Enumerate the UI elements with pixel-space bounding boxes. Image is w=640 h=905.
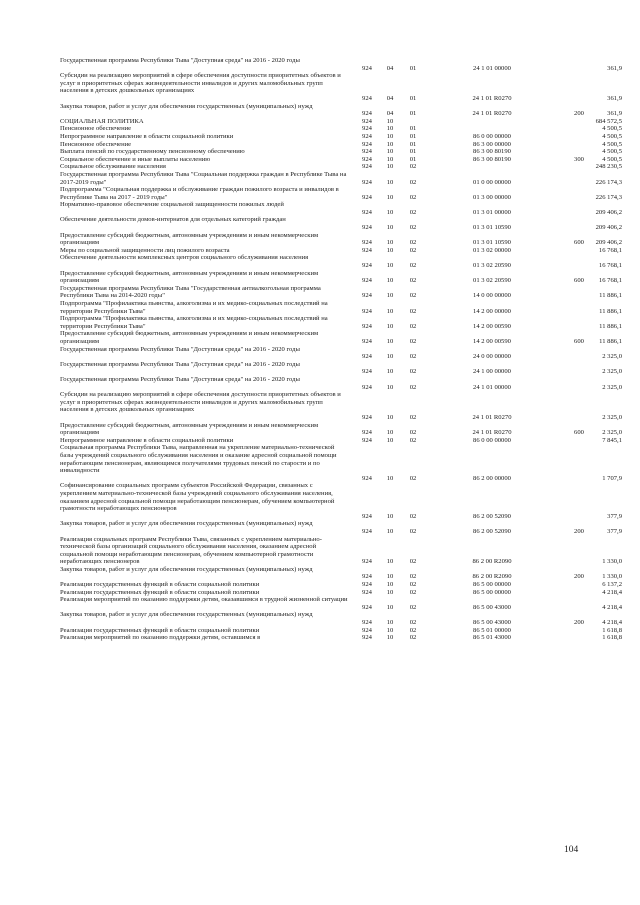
cs-cell: 01 0 00 00000 <box>473 178 511 186</box>
sum-cell: 361,9 <box>607 110 622 118</box>
row-name: СОЦИАЛЬНАЯ ПОЛИТИКА <box>60 117 144 125</box>
table-row <box>60 285 622 300</box>
cs-cell: 14 2 00 00590 <box>473 337 511 345</box>
vr-cell: 200 <box>574 527 584 535</box>
pr-cell: 02 <box>409 429 417 437</box>
cs-cell: 24 1 01 00000 <box>473 64 511 72</box>
rz-cell: 10 <box>386 626 394 634</box>
sum-cell: 4 500,5 <box>602 132 622 140</box>
sum-cell: 361,9 <box>607 64 622 72</box>
table-row <box>60 125 622 133</box>
sum-cell: 2 325,0 <box>602 429 622 437</box>
vr-cell: 600 <box>574 277 584 285</box>
sum-cell: 4 218,4 <box>602 588 622 596</box>
ved-cell: 924 <box>362 239 372 247</box>
ved-cell: 924 <box>362 117 372 125</box>
rz-cell: 04 <box>386 110 394 118</box>
row-name: Подпрограмма "Профилактика пьянства, алкоголизма и их медико-социальных последствий на территории Республики Тыва" <box>60 300 328 315</box>
rz-cell: 10 <box>386 634 394 642</box>
sum-cell: 4 500,5 <box>602 140 622 148</box>
pr-cell: 02 <box>409 353 417 361</box>
rz-cell: 10 <box>386 474 394 482</box>
table-row <box>60 627 622 635</box>
pr-cell: 02 <box>409 626 417 634</box>
row-name: Закупка товаров, работ и услуг для обеспечения государственных (муниципальных) нужд <box>60 520 313 528</box>
ved-cell: 924 <box>362 132 372 140</box>
pr-cell: 02 <box>409 474 417 482</box>
cs-cell: 86 3 00 80190 <box>473 155 511 163</box>
cs-cell: 86 2 00 00000 <box>473 474 511 482</box>
row-name: Реализация мероприятий по оказанию поддержки детям, оставшимся в <box>60 634 261 642</box>
table-row <box>60 596 622 611</box>
pr-cell: 01 <box>409 148 417 156</box>
cs-cell: 14 2 00 00000 <box>473 307 511 315</box>
pr-cell: 01 <box>409 110 417 118</box>
sum-cell: 1 330,0 <box>602 558 622 566</box>
rz-cell: 10 <box>386 163 394 171</box>
row-name: Реализация государственных функций в области социальной политики <box>60 588 260 596</box>
vr-cell: 300 <box>574 155 584 163</box>
row-name: Субсидии на реализацию мероприятий в сфере обеспечения доступности приоритетных объектов и услуг в приоритетных сферах жизнедеятельности инвалидов и других маломобильных групп населения в детских дошкольных организациях <box>60 391 341 414</box>
sum-cell: 209 406,2 <box>595 224 622 232</box>
sum-cell: 4 500,5 <box>602 155 622 163</box>
table-row <box>60 247 622 255</box>
vr-cell: 200 <box>574 619 584 627</box>
rz-cell: 10 <box>386 353 394 361</box>
ved-cell: 924 <box>362 277 372 285</box>
ved-cell: 924 <box>362 178 372 186</box>
sum-cell: 11 886,1 <box>599 292 622 300</box>
rz-cell: 04 <box>386 94 394 102</box>
table-row <box>60 315 622 330</box>
rz-cell: 10 <box>386 322 394 330</box>
ved-cell: 924 <box>362 558 372 566</box>
pr-cell: 01 <box>409 64 417 72</box>
pr-cell: 02 <box>409 383 417 391</box>
table-row <box>60 270 622 285</box>
pr-cell: 02 <box>409 208 417 216</box>
pr-cell: 02 <box>409 436 417 444</box>
pr-cell: 01 <box>409 155 417 163</box>
ved-cell: 924 <box>362 368 372 376</box>
ved-cell: 924 <box>362 353 372 361</box>
sum-cell: 4 218,4 <box>602 603 622 611</box>
row-name: Закупка товаров, работ и услуг для обеспечения государственных (муниципальных) нужд <box>60 611 313 619</box>
table-row <box>60 391 622 421</box>
vr-cell: 600 <box>574 429 584 437</box>
rz-cell: 10 <box>386 140 394 148</box>
sum-cell: 226 174,3 <box>595 178 622 186</box>
rz-cell: 10 <box>386 603 394 611</box>
cs-cell: 01 3 00 00000 <box>473 193 511 201</box>
rz-cell: 10 <box>386 148 394 156</box>
vr-cell: 600 <box>574 337 584 345</box>
row-name: Реализация мероприятий по оказанию поддержки детям, оказавшимся в трудной жизненной ситуации <box>60 596 348 604</box>
cs-cell: 14 0 00 00000 <box>473 292 511 300</box>
ved-cell: 924 <box>362 588 372 596</box>
cs-cell: 01 3 02 20590 <box>473 277 511 285</box>
cs-cell: 14 2 00 00590 <box>473 322 511 330</box>
cs-cell: 01 3 01 10590 <box>473 224 511 232</box>
table-row <box>60 300 622 315</box>
vr-cell: 600 <box>574 239 584 247</box>
ved-cell: 924 <box>362 292 372 300</box>
table-row <box>60 163 622 171</box>
cs-cell: 86 2 00 52090 <box>473 527 511 535</box>
sum-cell: 684 572,5 <box>595 117 622 125</box>
sum-cell: 16 768,1 <box>598 262 622 270</box>
table-row <box>60 141 622 149</box>
row-name: Предоставление субсидий бюджетным, автономным учреждениям и иным некоммерческим организациям <box>60 421 319 437</box>
cs-cell: 01 3 01 00000 <box>473 208 511 216</box>
row-name: Выплата пенсий по государственному пенсионному обеспечению <box>60 148 245 156</box>
sum-cell: 1 707,9 <box>602 474 622 482</box>
sum-cell: 209 406,2 <box>595 239 622 247</box>
table-row <box>60 611 622 626</box>
ved-cell: 924 <box>362 337 372 345</box>
cs-cell: 24 1 01 R0270 <box>472 94 512 102</box>
rz-cell: 04 <box>386 64 394 72</box>
row-name: Субсидии на реализацию мероприятий в сфере обеспечения доступности приоритетных объектов и услуг в приоритетных сферах жизнедеятельности инвалидов и других маломобильных групп населения в детских дошкольных организациях <box>60 72 341 95</box>
sum-cell: 4 500,5 <box>602 148 622 156</box>
sum-cell: 248 230,5 <box>595 163 622 171</box>
row-name: Реализация социальных программ Республики Тыва, связанных с укреплением материально-технической базы организаций социального обслуживания населения, оказанием адресной социальной помощи неработающим пенсионерам, обучением компьютерной грамотности неработающих пенсионеров <box>60 535 322 566</box>
sum-cell: 11 886,1 <box>599 307 622 315</box>
sum-cell: 4 218,4 <box>602 619 622 627</box>
cs-cell: 24 0 00 00000 <box>473 353 511 361</box>
ved-cell: 924 <box>362 110 372 118</box>
rz-cell: 10 <box>386 581 394 589</box>
table-row <box>60 589 622 597</box>
row-name: Государственная программа Республики Тыва "Доступная среда" на 2016 - 2020 годы <box>60 360 300 368</box>
cs-cell: 86 5 01 00000 <box>473 626 511 634</box>
rz-cell: 10 <box>386 277 394 285</box>
table-row <box>60 232 622 247</box>
ved-cell: 924 <box>362 64 372 72</box>
sum-cell: 226 174,3 <box>595 193 622 201</box>
table-row <box>60 57 622 72</box>
cs-cell: 86 5 01 43000 <box>473 634 511 642</box>
ved-cell: 924 <box>362 94 372 102</box>
pr-cell: 02 <box>409 634 417 642</box>
rz-cell: 10 <box>386 368 394 376</box>
pr-cell: 02 <box>409 163 417 171</box>
pr-cell: 02 <box>409 558 417 566</box>
ved-cell: 924 <box>362 148 372 156</box>
table-row <box>60 156 622 164</box>
pr-cell: 02 <box>409 368 417 376</box>
cs-cell: 86 2 00 52090 <box>473 512 511 520</box>
pr-cell: 02 <box>409 246 417 254</box>
rz-cell: 10 <box>386 239 394 247</box>
sum-cell: 6 137,2 <box>602 581 622 589</box>
sum-cell: 2 325,0 <box>602 353 622 361</box>
table-row <box>60 330 622 345</box>
row-name: Нормативно-правовое обеспечение социальной защищенности пожилых людей <box>60 201 284 209</box>
pr-cell: 02 <box>409 307 417 315</box>
cs-cell: 86 5 00 00000 <box>473 588 511 596</box>
table-row <box>60 634 622 642</box>
ved-cell: 924 <box>362 527 372 535</box>
table-row <box>60 216 622 231</box>
ved-cell: 924 <box>362 429 372 437</box>
row-name: Государственная программа Республики Тыва "Социальная поддержка граждан в Республике Тыва на 2017-2019 годы" <box>60 170 347 186</box>
ved-cell: 924 <box>362 140 372 148</box>
table-row <box>60 444 622 482</box>
rz-cell: 10 <box>386 224 394 232</box>
ved-cell: 924 <box>362 619 372 627</box>
table-row <box>60 72 622 102</box>
table-row <box>60 361 622 376</box>
page-number: 104 <box>564 845 579 855</box>
sum-cell: 1 330,0 <box>602 573 622 581</box>
cs-cell: 24 1 01 00000 <box>473 383 511 391</box>
row-name: Пенсионное обеспечение <box>60 125 132 133</box>
table-row <box>60 346 622 361</box>
cs-cell: 86 0 00 00000 <box>473 132 511 140</box>
rz-cell: 10 <box>386 512 394 520</box>
rz-cell: 10 <box>386 193 394 201</box>
sum-cell: 377,9 <box>607 512 622 520</box>
row-name: Государственная программа Республики Тыва "Доступная среда" на 2016 - 2020 годы <box>60 57 300 64</box>
rz-cell: 10 <box>386 337 394 345</box>
sum-cell: 11 886,1 <box>599 337 622 345</box>
rz-cell: 10 <box>386 573 394 581</box>
rz-cell: 10 <box>386 383 394 391</box>
budget-table <box>60 57 622 642</box>
pr-cell: 02 <box>409 512 417 520</box>
rz-cell: 10 <box>386 117 394 125</box>
table-row <box>60 482 622 520</box>
row-name: Реализация государственных функций в области социальной политики <box>60 581 260 589</box>
row-name: Предоставление субсидий бюджетным, автономным учреждениям и иным некоммерческим организациям <box>60 269 319 285</box>
row-name: Подпрограмма "Профилактика пьянства, алкоголизма и их медико-социальных последствий на территории Республики Тыва" <box>60 315 328 330</box>
cs-cell: 86 2 00 R2090 <box>472 558 512 566</box>
pr-cell: 02 <box>409 224 417 232</box>
pr-cell: 02 <box>409 581 417 589</box>
cs-cell: 86 5 00 43000 <box>473 603 511 611</box>
pr-cell: 02 <box>409 322 417 330</box>
table-row <box>60 581 622 589</box>
rz-cell: 10 <box>386 307 394 315</box>
row-name: Закупка товаров, работ и услуг для обеспечения государственных (муниципальных) нужд <box>60 102 313 110</box>
rz-cell: 10 <box>386 125 394 133</box>
ved-cell: 924 <box>362 603 372 611</box>
row-name: Предоставление субсидий бюджетным, автономным учреждениям и иным некоммерческим организациям <box>60 231 319 247</box>
row-name: Социальная программа Республики Тыва, направленная на укрепление материально-технической базы учреждений социального обслуживания населения и оказание адресной социальной помощи неработающим пенсионерам, являющимся получателями трудовых пенсий по старости и по инвалидности <box>60 444 337 475</box>
pr-cell: 02 <box>409 178 417 186</box>
cs-cell: 24 1 01 R0270 <box>472 413 512 421</box>
ved-cell: 924 <box>362 125 372 133</box>
rz-cell: 10 <box>386 413 394 421</box>
ved-cell: 924 <box>362 512 372 520</box>
ved-cell: 924 <box>362 626 372 634</box>
table-row <box>60 171 622 186</box>
rz-cell: 10 <box>386 588 394 596</box>
pr-cell: 02 <box>409 193 417 201</box>
row-name: Государственная программа Республики Тыва "Государственная антиалкогольная программа Республики Тыва на 2014-2020 годы" <box>60 284 321 300</box>
sum-cell: 16 768,1 <box>598 246 622 254</box>
sum-cell: 7 845,1 <box>602 436 622 444</box>
pr-cell: 02 <box>409 527 417 535</box>
row-name: Социальное обеспечение и иные выплаты населению <box>60 155 211 163</box>
cs-cell: 86 0 00 00000 <box>473 436 511 444</box>
pr-cell: 02 <box>409 413 417 421</box>
table-row <box>60 254 622 269</box>
pr-cell: 02 <box>409 239 417 247</box>
row-name: Закупка товаров, работ и услуг для обеспечения государственных (муниципальных) нужд <box>60 565 313 573</box>
ved-cell: 924 <box>362 322 372 330</box>
pr-cell: 01 <box>409 140 417 148</box>
ved-cell: 924 <box>362 581 372 589</box>
ved-cell: 924 <box>362 573 372 581</box>
table-row <box>60 201 622 216</box>
cs-cell: 24 1 01 R0270 <box>472 110 512 118</box>
rz-cell: 10 <box>386 292 394 300</box>
pr-cell: 02 <box>409 337 417 345</box>
sum-cell: 1 618,8 <box>602 634 622 642</box>
row-name: Государственная программа Республики Тыва "Доступная среда" на 2016 - 2020 годы <box>60 345 300 353</box>
table-row <box>60 536 622 566</box>
ved-cell: 924 <box>362 436 372 444</box>
row-name: Меры по социальной защищенности лиц пожилого возраста <box>60 246 230 254</box>
sum-cell: 2 325,0 <box>602 383 622 391</box>
ved-cell: 924 <box>362 307 372 315</box>
row-name: Обеспечение деятельности домов-интернатов для отдельных категорий граждан <box>60 216 286 224</box>
sum-cell: 377,9 <box>607 527 622 535</box>
pr-cell: 02 <box>409 292 417 300</box>
row-name: Социальное обслуживание населения <box>60 163 166 171</box>
rz-cell: 10 <box>386 619 394 627</box>
table-row <box>60 566 622 581</box>
row-name: Обеспечение деятельности комплексных центров социального обслуживания населения <box>60 254 309 262</box>
cs-cell: 86 2 00 R2090 <box>472 573 512 581</box>
rz-cell: 10 <box>386 178 394 186</box>
rz-cell: 10 <box>386 208 394 216</box>
sum-cell: 361,9 <box>607 94 622 102</box>
pr-cell: 02 <box>409 619 417 627</box>
cs-cell: 86 3 00 00000 <box>473 140 511 148</box>
cs-cell: 24 1 00 00000 <box>473 368 511 376</box>
pr-cell: 02 <box>409 262 417 270</box>
ved-cell: 924 <box>362 474 372 482</box>
ved-cell: 924 <box>362 163 372 171</box>
ved-cell: 924 <box>362 208 372 216</box>
ved-cell: 924 <box>362 413 372 421</box>
table-row <box>60 437 622 445</box>
ved-cell: 924 <box>362 246 372 254</box>
cs-cell: 86 5 00 00000 <box>473 581 511 589</box>
row-name: Предоставление субсидий бюджетным, автономным учреждениям и иным некоммерческим организациям <box>60 330 319 345</box>
sum-cell: 16 768,1 <box>598 277 622 285</box>
rz-cell: 10 <box>386 262 394 270</box>
table-row <box>60 133 622 141</box>
row-name: Пенсионное обеспечение <box>60 140 132 148</box>
ved-cell: 924 <box>362 383 372 391</box>
row-name: Реализация государственных функций в области социальной политики <box>60 626 260 634</box>
cs-cell: 86 3 00 80190 <box>473 148 511 156</box>
ved-cell: 924 <box>362 224 372 232</box>
row-name: Софинансирование социальных программ субъектов Российской Федерации, связанных с укреплением материально-технической базы учреждений социального обслуживания населения, оказанием адресной социальной помощи неработающим пенсионерам, обучением компьютерной грамотности неработающих пенсионеров <box>60 482 335 513</box>
rz-cell: 10 <box>386 558 394 566</box>
table-row <box>60 422 622 437</box>
cs-cell: 01 3 02 20590 <box>473 262 511 270</box>
ved-cell: 924 <box>362 634 372 642</box>
sum-cell: 2 325,0 <box>602 368 622 376</box>
sum-cell: 4 500,5 <box>602 125 622 133</box>
rz-cell: 10 <box>386 527 394 535</box>
ved-cell: 924 <box>362 262 372 270</box>
vr-cell: 200 <box>574 110 584 118</box>
vr-cell: 200 <box>574 573 584 581</box>
row-name: Непрограммное направление в области социальной политики <box>60 436 234 444</box>
pr-cell: 02 <box>409 603 417 611</box>
pr-cell: 02 <box>409 277 417 285</box>
cs-cell: 01 3 01 10590 <box>473 239 511 247</box>
table-row <box>60 118 622 126</box>
row-name: Государственная программа Республики Тыва "Доступная среда" на 2016 - 2020 годы <box>60 375 300 383</box>
sum-cell: 11 886,1 <box>599 322 622 330</box>
rz-cell: 10 <box>386 436 394 444</box>
row-name: Непрограммное направление в области социальной политики <box>60 132 234 140</box>
ved-cell: 924 <box>362 155 372 163</box>
pr-cell: 01 <box>409 132 417 140</box>
table-row <box>60 376 622 391</box>
rz-cell: 10 <box>386 246 394 254</box>
table-row <box>60 148 622 156</box>
table-row <box>60 103 622 118</box>
cs-cell: 86 5 00 43000 <box>473 619 511 627</box>
table-row <box>60 186 622 201</box>
ved-cell: 924 <box>362 193 372 201</box>
sum-cell: 209 406,2 <box>595 208 622 216</box>
cs-cell: 01 3 02 00000 <box>473 246 511 254</box>
table-row <box>60 520 622 535</box>
pr-cell: 01 <box>409 125 417 133</box>
rz-cell: 10 <box>386 429 394 437</box>
rz-cell: 10 <box>386 155 394 163</box>
pr-cell: 02 <box>409 573 417 581</box>
pr-cell: 02 <box>409 588 417 596</box>
sum-cell: 2 325,0 <box>602 413 622 421</box>
sum-cell: 1 618,8 <box>602 626 622 634</box>
row-name: Подпрограмма "Социальная поддержка и обслуживание граждан пожилого возраста и инвалидов в Республике Тыва на 2017 - 2019 годы" <box>60 186 339 201</box>
cs-cell: 24 1 01 R0270 <box>472 429 512 437</box>
rz-cell: 10 <box>386 132 394 140</box>
pr-cell: 01 <box>409 94 417 102</box>
